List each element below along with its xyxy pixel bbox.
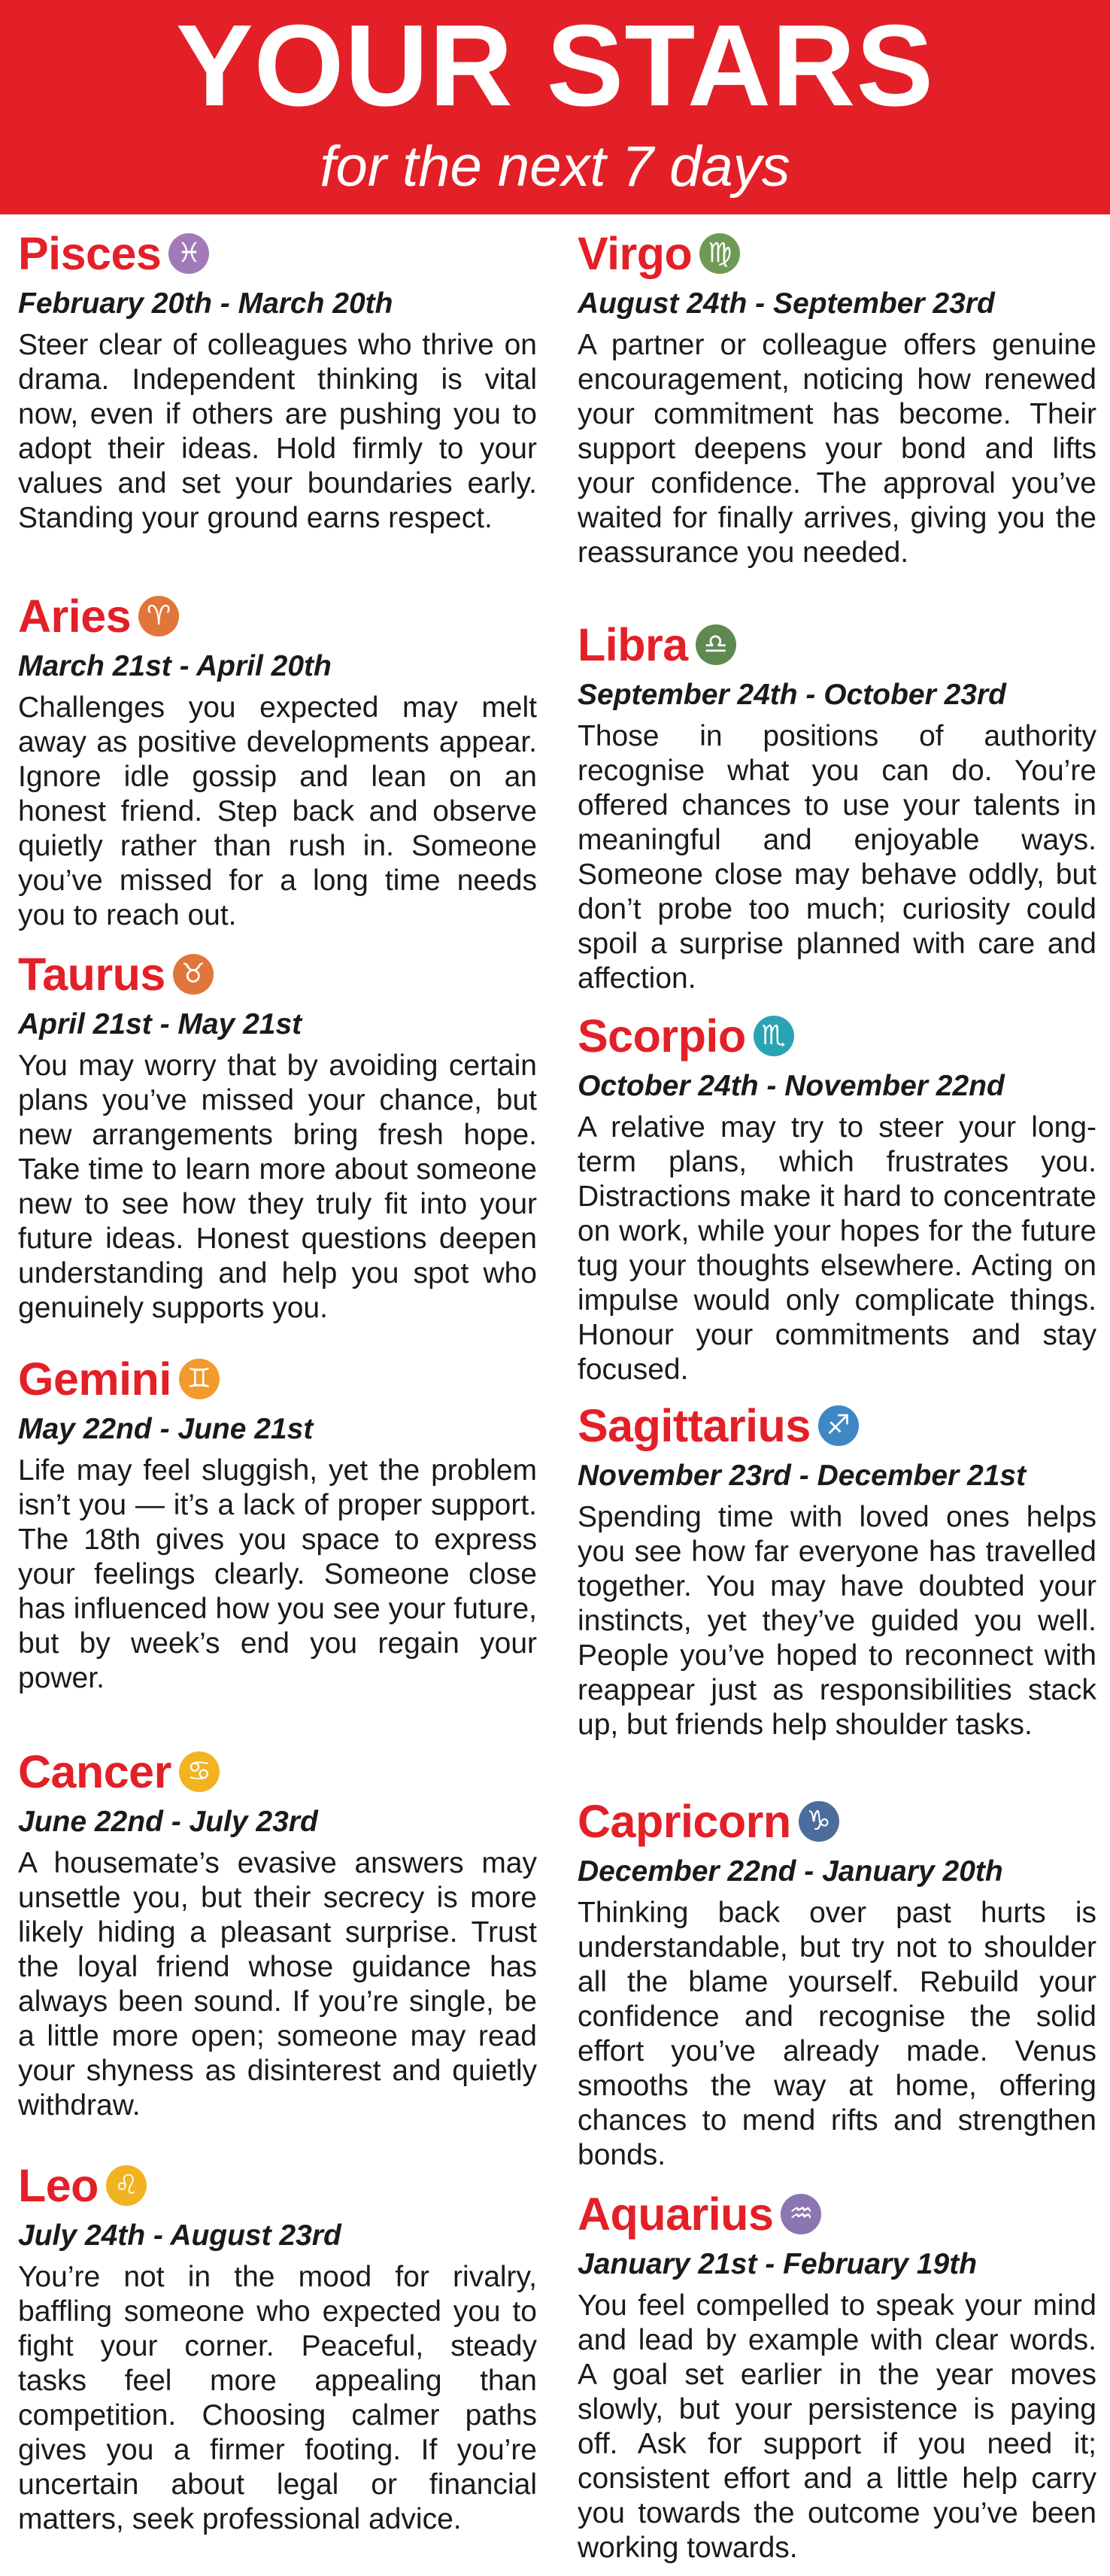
sign-dates: November 23rd - December 21st (578, 1460, 1027, 1492)
sign-text: Steer clear of colleagues who thrive on drama. Independent thinking is vital now, even if others are pushing you to adopt their ideas. Hold firmly to your values and set your boundaries early. Standing your ground earns respect. (18, 329, 537, 534)
sign-header (578, 226, 1096, 281)
sign-name: Aries (18, 591, 132, 642)
sign-cancer (18, 1744, 537, 2158)
sign-dates: August 24th - September 23rd (578, 287, 995, 320)
pisces-icon: ♓ (168, 233, 209, 274)
sign-dates: April 21st - May 21st (18, 1008, 302, 1040)
capricorn-icon: ♑ (799, 1801, 839, 1842)
cancer-icon: ♋ (179, 1751, 220, 1792)
sign-header (578, 617, 1096, 673)
sign-text: A relative may try to steer your long-term plans, which frustrates you. Distractions make it hard to concentrate on work, while your hopes for the future tug your thoughts elsewhere. Acting on impulse would only complicate things. Honour your commitments and stay focused. (578, 1111, 1096, 1386)
sign-taurus (18, 946, 537, 1351)
sign-header (18, 946, 537, 1002)
sign-name: Leo (18, 2160, 99, 2211)
sign-virgo (578, 226, 1096, 617)
sign-dates: June 22nd - July 23rd (18, 1806, 318, 1838)
sign-text: Challenges you expected may melt away as positive developments appear. Ignore idle gossip and lean on an honest friend. Step back and observe quietly rather than rush in. Someone you’ve missed for a long time needs you to reach out. (18, 691, 537, 931)
sign-dates: October 24th - November 22nd (578, 1070, 1005, 1102)
sign-dates: March 21st - April 20th (18, 650, 332, 682)
sign-dates: May 22nd - June 21st (18, 1413, 314, 1445)
sign-pisces (18, 226, 537, 588)
sign-header (18, 2158, 537, 2213)
sign-libra (578, 617, 1096, 1008)
sign-header (18, 226, 537, 281)
sign-gemini (18, 1351, 537, 1744)
sign-name: Capricorn (578, 1796, 791, 1847)
sign-header (18, 1744, 537, 1800)
sign-text: Life may feel sluggish, yet the problem isn’t you — it’s a lack of proper support. The 18th gives you space to express your feelings clearly. Someone close has influenced how you see your future, but by week’s end you regain your power. (18, 1454, 537, 1694)
header-banner (0, 0, 1110, 214)
gemini-icon: ♊ (179, 1359, 220, 1399)
sign-sagittarius (578, 1398, 1096, 1794)
sign-text: You feel compelled to speak your mind and lead by example with clear words. A goal set earlier in the year moves slowly, but your persistence is paying off. Ask for support if you need it; consistent effort and a little help carry you towards the outcome you’ve been working towards. (578, 2289, 1096, 2564)
sign-text: Spending time with loved ones helps you see how far everyone has travelled together. You may have doubted your instincts, yet they’ve guided you well. People you’ve hoped to reconnect with reappear just as responsibilities stack up, but friends help shoulder tasks. (578, 1501, 1096, 1741)
sign-name: Cancer (18, 1746, 171, 1797)
sign-name: Aquarius (578, 2189, 774, 2240)
sign-dates: July 24th - August 23rd (18, 2219, 341, 2252)
sign-text: You may worry that by avoiding certain plans you’ve missed your chance, but new arrangements bring fresh hope. Take time to learn more about someone new to see how they truly fit into your future ideas. Honest questions deepen understanding and help you spot who genuinely supports you. (18, 1050, 537, 1324)
sign-dates: January 21st - February 19th (578, 2248, 978, 2280)
sign-header (18, 1351, 537, 1407)
sign-aries (18, 588, 537, 946)
sign-text: You’re not in the mood for rivalry, baffling someone who expected you to fight your corner. Peaceful, steady tasks feel more appealing than competition. Choosing calmer paths gives you a firmer footing. If you’re uncertain about legal or financial matters, seek professional advice. (18, 2261, 537, 2535)
sign-name: Taurus (18, 949, 165, 1000)
page-subtitle: for the next 7 days (320, 135, 790, 199)
sign-leo (18, 2158, 537, 2537)
sign-text: Thinking back over past hurts is understandable, but try not to shoulder all the blame yourself. Rebuild your confidence and recognise the solid effort you’ve already made. Venus smooths the way at home, offering chances to mend rifts and strengthen bonds. (578, 1897, 1096, 2171)
sign-text: A housemate’s evasive answers may unsettle you, but their secrecy is more likely hiding a pleasant surprise. Trust the loyal friend whose guidance has always been sound. If you’re single, be a little more open; someone may read your shyness as disinterest and quietly withdraw. (18, 1847, 537, 2122)
aquarius-icon: ♒ (781, 2194, 821, 2234)
sagittarius-icon: ♐ (818, 1405, 859, 1446)
taurus-icon: ♉ (173, 954, 214, 995)
aries-icon: ♈ (138, 596, 179, 636)
sign-name: Scorpio (578, 1010, 746, 1062)
sign-header (578, 1794, 1096, 1849)
scorpio-icon: ♏ (754, 1016, 794, 1056)
right-column (578, 226, 1096, 2565)
sign-scorpio (578, 1008, 1096, 1398)
sign-dates: September 24th - October 23rd (578, 679, 1006, 711)
sign-text: Those in positions of authority recognise what you can do. You’re offered chances to use your talents in meaningful and enjoyable ways. Someone close may behave oddly, but don’t probe too much; curiosity could spoil a surprise planned with care and affection. (578, 720, 1096, 995)
sign-dates: December 22nd - January 20th (578, 1855, 1003, 1888)
sign-aquarius (578, 2186, 1096, 2565)
sign-header (578, 1008, 1096, 1064)
leo-icon: ♌ (106, 2165, 147, 2206)
sign-name: Virgo (578, 228, 693, 279)
sign-name: Libra (578, 619, 688, 670)
sign-capricorn (578, 1794, 1096, 2186)
sign-dates: February 20th - March 20th (18, 287, 393, 320)
sign-name: Sagittarius (578, 1400, 811, 1451)
sign-text: A partner or colleague offers genuine encouragement, noticing how renewed your commitment has become. Their support deepens your bond and lifts your confidence. The approval you’ve waited for finally arrives, giving you the reassurance you needed. (578, 329, 1096, 569)
sign-name: Gemini (18, 1353, 171, 1405)
sign-name: Pisces (18, 228, 162, 279)
left-column (18, 226, 537, 2537)
sign-header (578, 1398, 1096, 1454)
page-title: YOUR STARS (175, 1, 935, 130)
virgo-icon: ♍ (699, 233, 740, 274)
sign-header (578, 2186, 1096, 2242)
libra-icon: ♎ (696, 624, 736, 665)
sign-header (18, 588, 537, 644)
